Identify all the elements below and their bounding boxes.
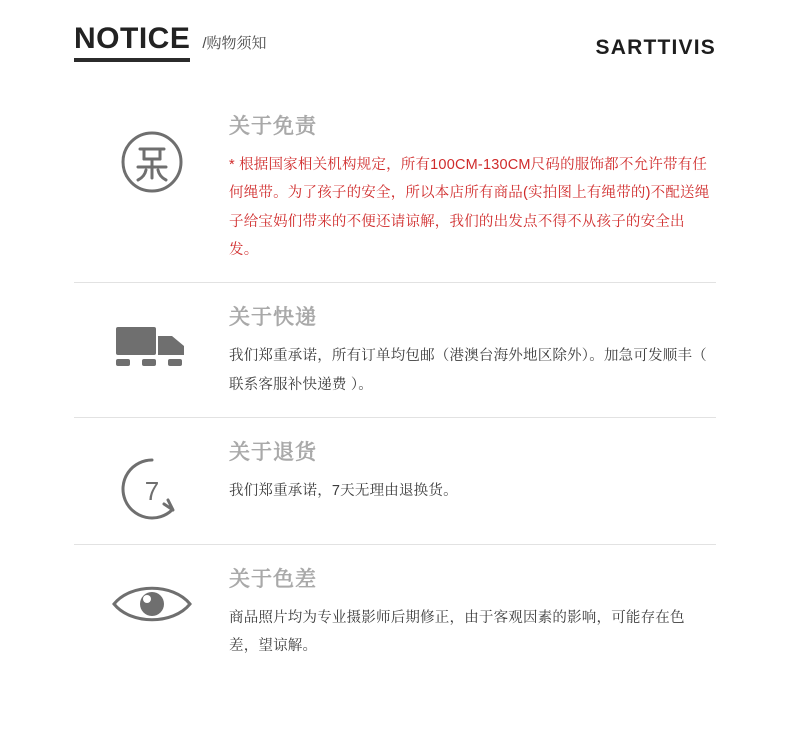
text-cell <box>229 565 716 661</box>
icon-cell <box>74 112 229 198</box>
section-body: * 根据国家相关机构规定，所有100CM-130CM尺码的服饰都不允许带有任何绳带。为了孩子的安全，所以本店所有商品(实拍图上有绳带的)不配送绳子给宝妈们带来的不便还请谅解，我们的出发点不得不从孩子的安全出发。 <box>229 157 710 258</box>
text-cell <box>229 303 716 399</box>
section-color <box>74 545 716 679</box>
text-cell <box>229 112 716 264</box>
section-return <box>74 418 716 545</box>
section-title: 关于免责 <box>229 115 317 138</box>
exemption-circle-icon <box>116 126 188 198</box>
section-disclaimer <box>74 86 716 283</box>
section-title: 关于快递 <box>229 306 317 330</box>
icon-cell <box>74 565 229 629</box>
icon-cell <box>74 303 229 379</box>
svg-text:7: 7 <box>144 475 159 506</box>
page-subtitle: /购物须知 <box>202 35 267 52</box>
section-shipping <box>74 283 716 418</box>
truck-icon <box>112 317 192 379</box>
page-header <box>0 0 790 86</box>
section-title: 关于色差 <box>229 567 317 591</box>
icon-cell <box>74 438 229 526</box>
text-cell <box>229 438 716 505</box>
section-body: 商品照片均为专业摄影师后期修正，由于客观因素的影响，可能存在色差，望谅解。 <box>229 610 685 655</box>
section-body: 我们郑重承诺，所有订单均包邮（港澳台海外地区除外）。加急可发顺丰（ 联系客服补快递费 ）。 <box>229 348 707 393</box>
notice-sections <box>0 86 790 679</box>
eye-icon <box>109 579 195 629</box>
seven-day-return-icon <box>115 452 189 526</box>
section-title: 关于退货 <box>229 440 317 464</box>
brand-logo: SARTTIVIS <box>595 36 716 59</box>
page-title: NOTICE <box>74 24 190 62</box>
section-body: 我们郑重承诺，7天无理由退换货。 <box>229 483 458 500</box>
